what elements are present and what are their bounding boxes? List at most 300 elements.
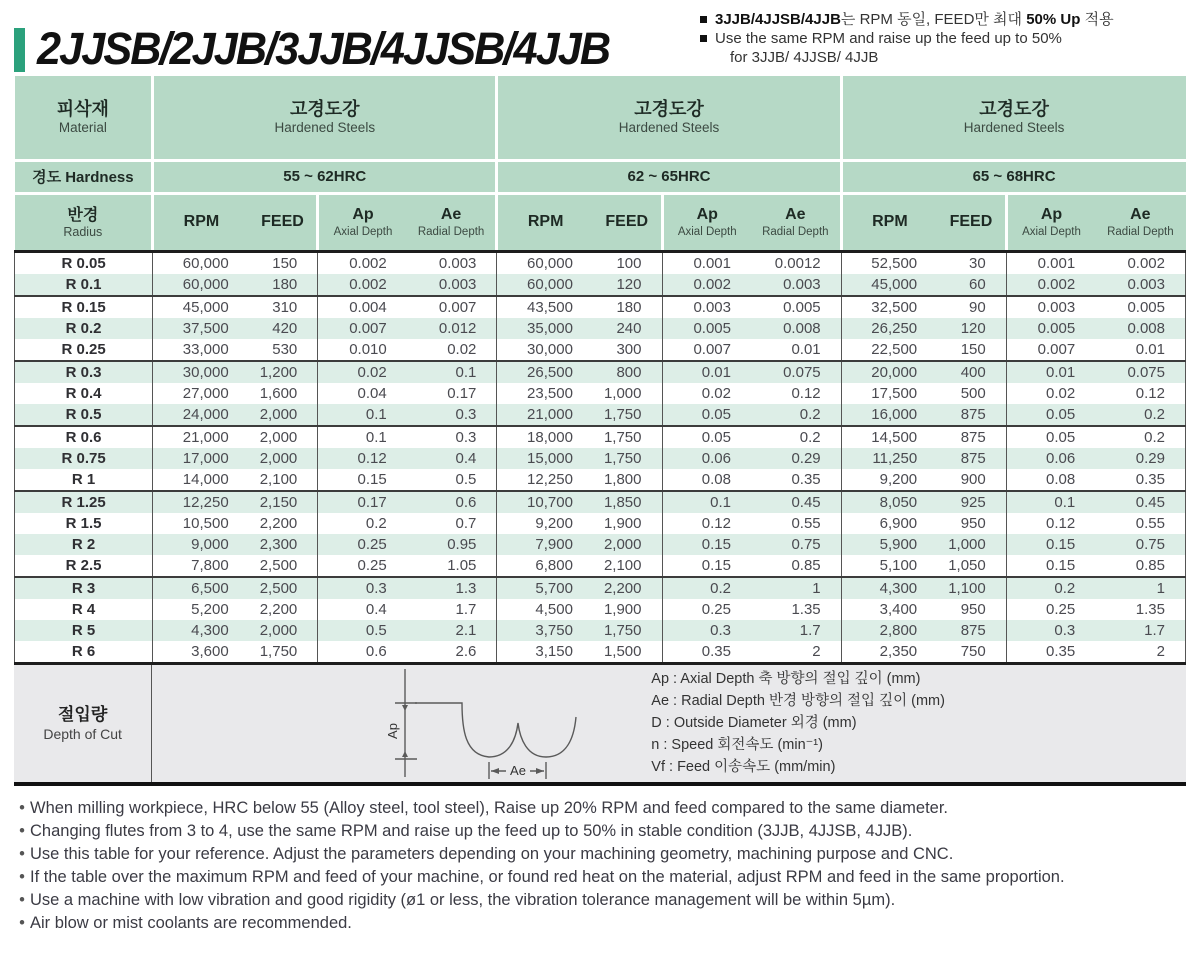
bullet-icon: • — [19, 798, 25, 817]
value-cell: 530 — [249, 339, 318, 361]
value-cell: 400 — [937, 361, 1006, 383]
radius-cell: R 4 — [15, 599, 153, 620]
page-header — [14, 0, 1186, 76]
value-cell: 0.35 — [751, 469, 841, 491]
group1-material-cell: 고경도강 Hardened Steels — [153, 76, 497, 160]
col-header-rpm: RPM — [153, 193, 249, 251]
value-cell: 0.2 — [662, 577, 751, 599]
value-cell: 0.007 — [662, 339, 751, 361]
radius-cell: R 0.2 — [15, 318, 153, 339]
value-cell: 0.85 — [1095, 555, 1185, 577]
legend-line: D : Outside Diameter 외경 (mm) — [651, 715, 857, 731]
value-cell: 21,000 — [497, 404, 593, 426]
radius-cell: R 6 — [15, 641, 153, 662]
value-cell: 180 — [593, 296, 662, 318]
value-cell: 0.08 — [1006, 469, 1095, 491]
value-cell: 0.12 — [318, 448, 407, 469]
bullet-icon: • — [19, 913, 25, 932]
value-cell: 0.003 — [407, 274, 497, 296]
value-cell: 2,100 — [593, 555, 662, 577]
table-row — [15, 339, 1186, 361]
value-cell: 1.35 — [1095, 599, 1185, 620]
value-cell: 1,600 — [249, 383, 318, 404]
value-cell: 2,200 — [249, 599, 318, 620]
value-cell: 4,500 — [497, 599, 593, 620]
value-cell: 12,250 — [153, 491, 249, 513]
value-cell: 21,000 — [153, 426, 249, 448]
value-cell: 0.35 — [1095, 469, 1185, 491]
value-cell: 0.85 — [751, 555, 841, 577]
footnotes — [14, 797, 1186, 935]
value-cell: 0.02 — [318, 361, 407, 383]
value-cell: 500 — [937, 383, 1006, 404]
title-block — [14, 23, 633, 74]
value-cell: 2,100 — [249, 469, 318, 491]
group2-material-cell: 고경도강 Hardened Steels — [497, 76, 841, 160]
value-cell: 5,700 — [497, 577, 593, 599]
value-cell: 16,000 — [841, 404, 937, 426]
column-header-row — [15, 193, 1186, 251]
value-cell: 0.05 — [662, 404, 751, 426]
value-cell: 925 — [937, 491, 1006, 513]
table-row — [15, 641, 1186, 662]
value-cell: 2,300 — [249, 534, 318, 555]
group3-hardness-cell: 65 ~ 68HRC — [841, 160, 1185, 193]
value-cell: 1,800 — [593, 469, 662, 491]
table-row — [15, 251, 1186, 274]
value-cell: 0.02 — [662, 383, 751, 404]
value-cell: 0.003 — [1095, 274, 1185, 296]
value-cell: 1,750 — [593, 448, 662, 469]
value-cell: 60,000 — [153, 251, 249, 274]
value-cell: 5,200 — [153, 599, 249, 620]
value-cell: 180 — [249, 274, 318, 296]
footnote-item: • Air blow or mist coolants are recommended. — [14, 912, 1186, 935]
value-cell: 60,000 — [497, 274, 593, 296]
value-cell: 18,000 — [497, 426, 593, 448]
value-cell: 0.25 — [1006, 599, 1095, 620]
value-cell: 875 — [937, 448, 1006, 469]
spec-table — [14, 76, 1186, 662]
value-cell: 15,000 — [497, 448, 593, 469]
value-cell: 2,000 — [249, 448, 318, 469]
value-cell: 0.7 — [407, 513, 497, 534]
footnote-item: • When milling workpiece, HRC below 55 (Alloy steel, tool steel), Raise up 20% RPM and feed compared to the same diameter. — [14, 797, 1186, 820]
radius-cell: R 0.5 — [15, 404, 153, 426]
radius-cell: R 0.75 — [15, 448, 153, 469]
value-cell: 2,000 — [593, 534, 662, 555]
value-cell: 0.002 — [662, 274, 751, 296]
value-cell: 1.35 — [751, 599, 841, 620]
material-corner-cell: 피삭재 Material — [15, 76, 153, 160]
value-cell: 30 — [937, 251, 1006, 274]
value-cell: 10,700 — [497, 491, 593, 513]
value-cell: 60 — [937, 274, 1006, 296]
value-cell: 2,150 — [249, 491, 318, 513]
table-row — [15, 555, 1186, 577]
value-cell: 17,000 — [153, 448, 249, 469]
bullet-icon: • — [19, 844, 25, 863]
value-cell: 0.75 — [751, 534, 841, 555]
value-cell: 0.0012 — [751, 251, 841, 274]
value-cell: 2,350 — [841, 641, 937, 662]
value-cell: 24,000 — [153, 404, 249, 426]
radius-cell: R 1.25 — [15, 491, 153, 513]
value-cell: 0.45 — [1095, 491, 1185, 513]
value-cell: 0.1 — [407, 361, 497, 383]
legend-line: Ae : Radial Depth 반경 방향의 절입 깊이 (mm) — [651, 693, 945, 709]
value-cell: 0.01 — [1095, 339, 1185, 361]
value-cell: 5,900 — [841, 534, 937, 555]
square-bullet-icon — [700, 16, 707, 23]
value-cell: 0.12 — [662, 513, 751, 534]
value-cell: 0.04 — [318, 383, 407, 404]
value-cell: 0.4 — [407, 448, 497, 469]
value-cell: 0.55 — [751, 513, 841, 534]
radius-cell: R 0.6 — [15, 426, 153, 448]
value-cell: 0.007 — [1006, 339, 1095, 361]
value-cell: 3,750 — [497, 620, 593, 641]
value-cell: 35,000 — [497, 318, 593, 339]
value-cell: 1,200 — [249, 361, 318, 383]
value-cell: 0.5 — [318, 620, 407, 641]
table-row — [15, 599, 1186, 620]
value-cell: 0.075 — [751, 361, 841, 383]
value-cell: 43,500 — [497, 296, 593, 318]
spec-table-head — [15, 76, 1186, 251]
value-cell: 45,000 — [153, 296, 249, 318]
hardness-label-cell: 경도 Hardness — [15, 160, 153, 193]
value-cell: 0.1 — [1006, 491, 1095, 513]
value-cell: 875 — [937, 404, 1006, 426]
value-cell: 2 — [751, 641, 841, 662]
value-cell: 4,300 — [153, 620, 249, 641]
value-cell: 0.005 — [1006, 318, 1095, 339]
value-cell: 52,500 — [841, 251, 937, 274]
value-cell: 0.007 — [407, 296, 497, 318]
value-cell: 0.2 — [318, 513, 407, 534]
col-header-ae: Ae Radial Depth — [751, 193, 841, 251]
value-cell: 0.003 — [407, 251, 497, 274]
value-cell: 0.6 — [407, 491, 497, 513]
value-cell: 0.2 — [1095, 426, 1185, 448]
value-cell: 0.06 — [1006, 448, 1095, 469]
value-cell: 0.3 — [318, 577, 407, 599]
value-cell: 30,000 — [497, 339, 593, 361]
header-note-en — [700, 29, 1186, 48]
value-cell: 0.12 — [1006, 513, 1095, 534]
value-cell: 2,000 — [249, 426, 318, 448]
value-cell: 0.35 — [1006, 641, 1095, 662]
value-cell: 22,500 — [841, 339, 937, 361]
table-row — [15, 296, 1186, 318]
value-cell: 0.15 — [662, 534, 751, 555]
value-cell: 2,500 — [249, 577, 318, 599]
value-cell: 9,200 — [841, 469, 937, 491]
radius-cell: R 2.5 — [15, 555, 153, 577]
value-cell: 0.002 — [318, 274, 407, 296]
value-cell: 0.075 — [1095, 361, 1185, 383]
radius-cell: R 5 — [15, 620, 153, 641]
value-cell: 1,000 — [937, 534, 1006, 555]
title-accent-bar — [14, 28, 25, 72]
legend-line: n : Speed 회전속도 (min⁻¹) — [651, 737, 823, 753]
value-cell: 0.12 — [1095, 383, 1185, 404]
value-cell: 3,400 — [841, 599, 937, 620]
value-cell: 2.1 — [407, 620, 497, 641]
value-cell: 14,000 — [153, 469, 249, 491]
value-cell: 1,000 — [593, 383, 662, 404]
col-header-ap: Ap Axial Depth — [1006, 193, 1095, 251]
value-cell: 1,100 — [937, 577, 1006, 599]
table-row — [15, 361, 1186, 383]
value-cell: 9,000 — [153, 534, 249, 555]
value-cell: 0.6 — [318, 641, 407, 662]
value-cell: 0.15 — [1006, 555, 1095, 577]
value-cell: 6,800 — [497, 555, 593, 577]
table-row — [15, 469, 1186, 491]
value-cell: 1,750 — [593, 404, 662, 426]
ae-dimension-label: Ae — [510, 763, 527, 778]
value-cell: 0.25 — [318, 555, 407, 577]
radius-cell: R 2 — [15, 534, 153, 555]
value-cell: 0.3 — [1006, 620, 1095, 641]
page-title: 2JJSB/2JJB/3JJB/4JJSB/4JJB — [37, 23, 610, 74]
value-cell: 0.15 — [318, 469, 407, 491]
radius-cell: R 0.1 — [15, 274, 153, 296]
value-cell: 1,750 — [593, 620, 662, 641]
value-cell: 0.001 — [1006, 251, 1095, 274]
col-header-rpm: RPM — [841, 193, 937, 251]
bullet-icon: • — [19, 890, 25, 909]
value-cell: 150 — [249, 251, 318, 274]
value-cell: 0.2 — [751, 426, 841, 448]
value-cell: 0.3 — [662, 620, 751, 641]
footnote-item: • Changing flutes from 3 to 4, use the same RPM and raise up the feed up to 50% in stable condition (3JJB, 4JJSB, 4JJB). — [14, 820, 1186, 843]
legend-line: Vf : Feed 이송속도 (mm/min) — [651, 759, 836, 775]
depth-of-cut-label: 절입량 Depth of Cut — [14, 665, 152, 782]
value-cell: 0.29 — [751, 448, 841, 469]
depth-legend — [651, 668, 945, 778]
value-cell: 0.55 — [1095, 513, 1185, 534]
value-cell: 120 — [937, 318, 1006, 339]
hardness-header-row — [15, 160, 1186, 193]
value-cell: 1 — [751, 577, 841, 599]
value-cell: 1.7 — [407, 599, 497, 620]
value-cell: 0.3 — [407, 404, 497, 426]
col-header-ae: Ae Radial Depth — [1095, 193, 1185, 251]
value-cell: 26,250 — [841, 318, 937, 339]
value-cell: 2,000 — [249, 404, 318, 426]
value-cell: 0.005 — [662, 318, 751, 339]
value-cell: 37,500 — [153, 318, 249, 339]
header-note-en-line1: Use the same RPM and raise up the feed up to 50% — [715, 30, 1062, 47]
col-header-feed: FEED — [937, 193, 1006, 251]
value-cell: 0.2 — [1095, 404, 1185, 426]
value-cell: 6,900 — [841, 513, 937, 534]
radius-cell: R 0.4 — [15, 383, 153, 404]
value-cell: 0.004 — [318, 296, 407, 318]
col-header-ap: Ap Axial Depth — [318, 193, 407, 251]
value-cell: 0.008 — [1095, 318, 1185, 339]
table-row — [15, 491, 1186, 513]
value-cell: 0.35 — [662, 641, 751, 662]
value-cell: 2,200 — [593, 577, 662, 599]
value-cell: 1.7 — [751, 620, 841, 641]
col-header-ap: Ap Axial Depth — [662, 193, 751, 251]
table-row — [15, 448, 1186, 469]
radius-cell: R 0.3 — [15, 361, 153, 383]
value-cell: 0.01 — [662, 361, 751, 383]
value-cell: 1.3 — [407, 577, 497, 599]
value-cell: 800 — [593, 361, 662, 383]
value-cell: 2,500 — [249, 555, 318, 577]
value-cell: 0.1 — [318, 426, 407, 448]
value-cell: 0.5 — [407, 469, 497, 491]
value-cell: 1,050 — [937, 555, 1006, 577]
radius-cell: R 0.05 — [15, 251, 153, 274]
depth-of-cut-section — [14, 662, 1186, 786]
value-cell: 300 — [593, 339, 662, 361]
header-note-en-line2: for 3JJB/ 4JJSB/ 4JJB — [730, 49, 879, 66]
value-cell: 0.15 — [1006, 534, 1095, 555]
radius-cell: R 0.25 — [15, 339, 153, 361]
table-row — [15, 274, 1186, 296]
value-cell: 33,000 — [153, 339, 249, 361]
table-row — [15, 426, 1186, 448]
value-cell: 45,000 — [841, 274, 937, 296]
value-cell: 100 — [593, 251, 662, 274]
value-cell: 0.06 — [662, 448, 751, 469]
value-cell: 5,100 — [841, 555, 937, 577]
value-cell: 0.15 — [662, 555, 751, 577]
value-cell: 0.008 — [751, 318, 841, 339]
radius-cell: R 1.5 — [15, 513, 153, 534]
radius-cell: R 1 — [15, 469, 153, 491]
material-header-row — [15, 76, 1186, 160]
value-cell: 0.1 — [662, 491, 751, 513]
square-bullet-icon — [700, 35, 707, 42]
value-cell: 9,200 — [497, 513, 593, 534]
value-cell: 2 — [1095, 641, 1185, 662]
footnote-item: • Use this table for your reference. Adjust the parameters depending on your machining geometry, machining purpose and CNC. — [14, 843, 1186, 866]
header-note-kr — [700, 10, 1186, 29]
col-header-ae: Ae Radial Depth — [407, 193, 497, 251]
group2-hardness-cell: 62 ~ 65HRC — [497, 160, 841, 193]
value-cell: 0.29 — [1095, 448, 1185, 469]
value-cell: 20,000 — [841, 361, 937, 383]
value-cell: 60,000 — [153, 274, 249, 296]
value-cell: 0.75 — [1095, 534, 1185, 555]
value-cell: 7,900 — [497, 534, 593, 555]
value-cell: 0.007 — [318, 318, 407, 339]
table-row — [15, 534, 1186, 555]
depth-diagram-svg — [367, 667, 599, 779]
value-cell: 0.012 — [407, 318, 497, 339]
value-cell: 240 — [593, 318, 662, 339]
value-cell: 1,750 — [593, 426, 662, 448]
value-cell: 10,500 — [153, 513, 249, 534]
value-cell: 1.05 — [407, 555, 497, 577]
header-note-kr-text: 3JJB/4JJSB/4JJB는 RPM 동일, FEED만 최대 50% Up 적용 — [715, 11, 1114, 28]
footnote-item: • If the table over the maximum RPM and feed of your machine, or found red heat on the material, adjust RPM and feed in the same proportion. — [14, 866, 1186, 889]
col-header-rpm: RPM — [497, 193, 593, 251]
value-cell: 14,500 — [841, 426, 937, 448]
value-cell: 2,000 — [249, 620, 318, 641]
value-cell: 12,250 — [497, 469, 593, 491]
value-cell: 26,500 — [497, 361, 593, 383]
radius-header-cell: 반경 Radius — [15, 193, 153, 251]
header-notes — [700, 6, 1186, 67]
col-header-feed: FEED — [249, 193, 318, 251]
value-cell: 875 — [937, 620, 1006, 641]
value-cell: 0.2 — [1006, 577, 1095, 599]
value-cell: 0.45 — [751, 491, 841, 513]
radius-cell: R 3 — [15, 577, 153, 599]
depth-of-cut-body — [152, 665, 1186, 782]
value-cell: 4,300 — [841, 577, 937, 599]
table-row — [15, 620, 1186, 641]
value-cell: 0.02 — [407, 339, 497, 361]
value-cell: 0.01 — [1006, 361, 1095, 383]
value-cell: 1,900 — [593, 513, 662, 534]
value-cell: 0.05 — [1006, 404, 1095, 426]
value-cell: 1,850 — [593, 491, 662, 513]
value-cell: 0.05 — [662, 426, 751, 448]
value-cell: 0.002 — [318, 251, 407, 274]
value-cell: 1.7 — [1095, 620, 1185, 641]
value-cell: 32,500 — [841, 296, 937, 318]
value-cell: 1,500 — [593, 641, 662, 662]
value-cell: 23,500 — [497, 383, 593, 404]
value-cell: 2,200 — [249, 513, 318, 534]
table-row — [15, 577, 1186, 599]
radius-cell: R 0.15 — [15, 296, 153, 318]
value-cell: 0.001 — [662, 251, 751, 274]
value-cell: 0.01 — [751, 339, 841, 361]
value-cell: 120 — [593, 274, 662, 296]
value-cell: 17,500 — [841, 383, 937, 404]
value-cell: 0.003 — [751, 274, 841, 296]
table-row — [15, 404, 1186, 426]
value-cell: 60,000 — [497, 251, 593, 274]
legend-line: Ap : Axial Depth 축 방향의 절입 깊이 (mm) — [651, 671, 921, 687]
value-cell: 950 — [937, 599, 1006, 620]
col-header-feed: FEED — [593, 193, 662, 251]
value-cell: 1 — [1095, 577, 1185, 599]
value-cell: 0.2 — [751, 404, 841, 426]
group1-hardness-cell: 55 ~ 62HRC — [153, 160, 497, 193]
value-cell: 2.6 — [407, 641, 497, 662]
value-cell: 0.17 — [407, 383, 497, 404]
value-cell: 8,050 — [841, 491, 937, 513]
value-cell: 0.005 — [751, 296, 841, 318]
value-cell: 0.003 — [1006, 296, 1095, 318]
value-cell: 3,150 — [497, 641, 593, 662]
value-cell: 1,900 — [593, 599, 662, 620]
value-cell: 420 — [249, 318, 318, 339]
value-cell: 950 — [937, 513, 1006, 534]
bullet-icon: • — [19, 867, 25, 886]
value-cell: 0.002 — [1095, 251, 1185, 274]
group3-material-cell: 고경도강 Hardened Steels — [841, 76, 1185, 160]
value-cell: 0.02 — [1006, 383, 1095, 404]
value-cell: 7,800 — [153, 555, 249, 577]
ap-dimension-label: Ap — [385, 723, 401, 739]
value-cell: 0.005 — [1095, 296, 1185, 318]
value-cell: 310 — [249, 296, 318, 318]
value-cell: 0.4 — [318, 599, 407, 620]
